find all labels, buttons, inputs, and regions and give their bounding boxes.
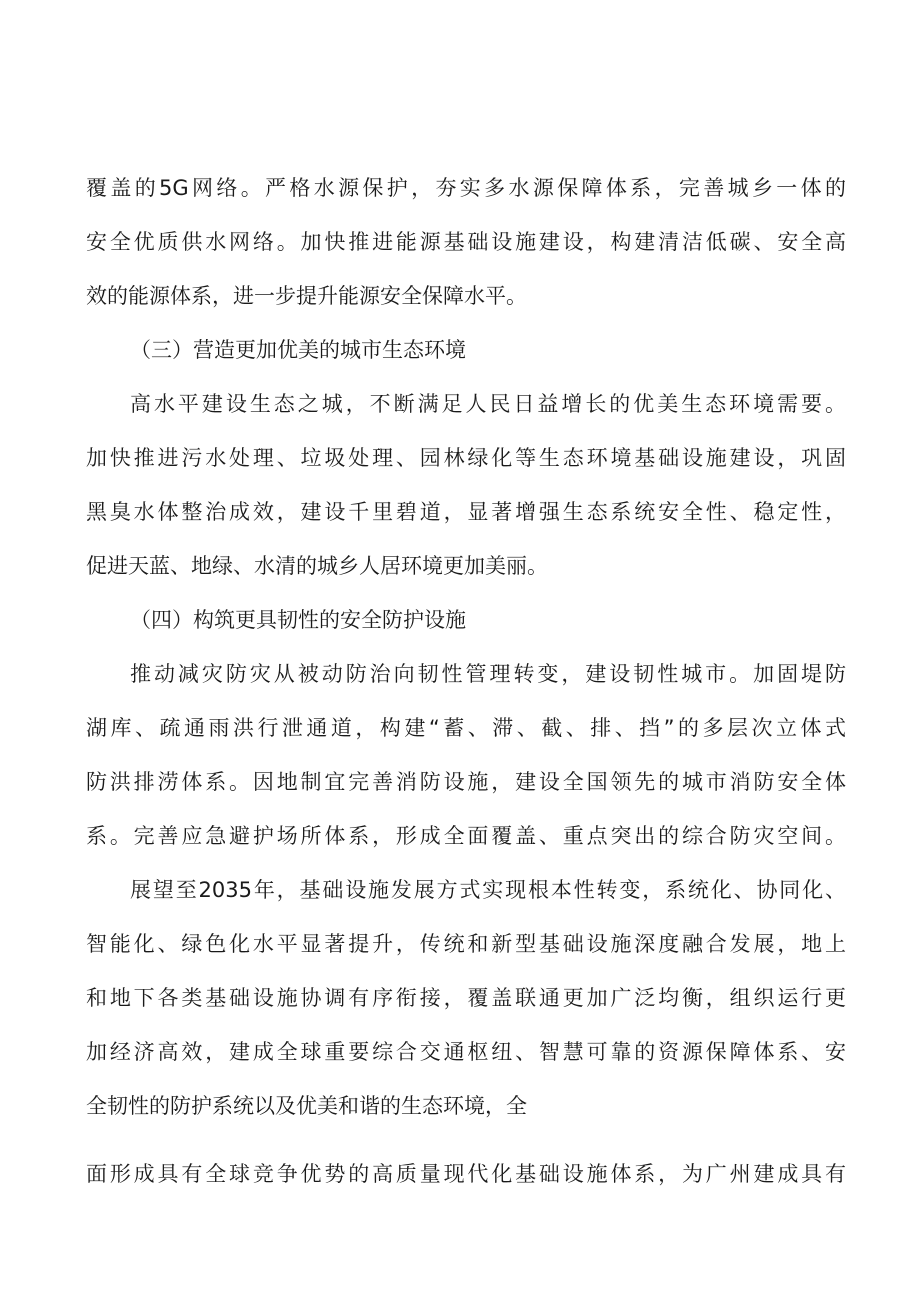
text-line: 高水平建设生态之城，不断满足人民日益增长的优美生态环境需要。 (130, 392, 846, 416)
text-line: 面形成具有全球竞争优势的高质量现代化基础设施体系，为广州建成具有 (86, 1162, 846, 1186)
text-line: 加经济高效，建成全球重要综合交通枢纽、智慧可靠的资源保障体系、安 (86, 1040, 846, 1064)
text-line: 湖库、疏通雨洪行泄通道，构建“蓄、滞、截、排、挡”的多层次立体式 (86, 716, 846, 740)
text-line: 推动减灾防灾从被动防治向韧性管理转变，建设韧性城市。加固堤防 (130, 662, 846, 686)
text-line: 促进天蓝、地绿、水清的城乡人居环境更加美丽。 (86, 554, 548, 578)
text-line: 效的能源体系，进一步提升能源安全保障水平。 (86, 284, 527, 308)
text-line: 加快推进污水处理、垃圾处理、园林绿化等生态环境基础设施建设，巩固 (86, 446, 846, 470)
text-line: 黑臭水体整治成效，建设千里碧道，显著增强生态系统安全性、稳定性， (86, 500, 846, 524)
text-line: 覆盖的5G网络。严格水源保护，夯实多水源保障体系，完善城乡一体的 (86, 176, 846, 200)
text-line: 智能化、绿色化水平显著提升，传统和新型基础设施深度融合发展，地上 (86, 932, 846, 956)
text-line: 防洪排涝体系。因地制宜完善消防设施，建设全国领先的城市消防安全体 (86, 770, 846, 794)
text-line: 和地下各类基础设施协调有序衔接，覆盖联通更加广泛均衡，组织运行更 (86, 986, 846, 1010)
text-line: 安全优质供水网络。加快推进能源基础设施建设，构建清洁低碳、安全高 (86, 230, 846, 254)
section-heading: （三）营造更加优美的城市生态环境 (130, 338, 466, 362)
section-heading: （四）构筑更具韧性的安全防护设施 (130, 608, 466, 632)
text-line: 展望至2035年，基础设施发展方式实现根本性转变，系统化、协同化、 (130, 878, 846, 902)
text-line: 全韧性的防护系统以及优美和谐的生态环境，全 (86, 1094, 527, 1118)
text-line: 系。完善应急避护场所体系，形成全面覆盖、重点突出的综合防灾空间。 (86, 824, 846, 848)
